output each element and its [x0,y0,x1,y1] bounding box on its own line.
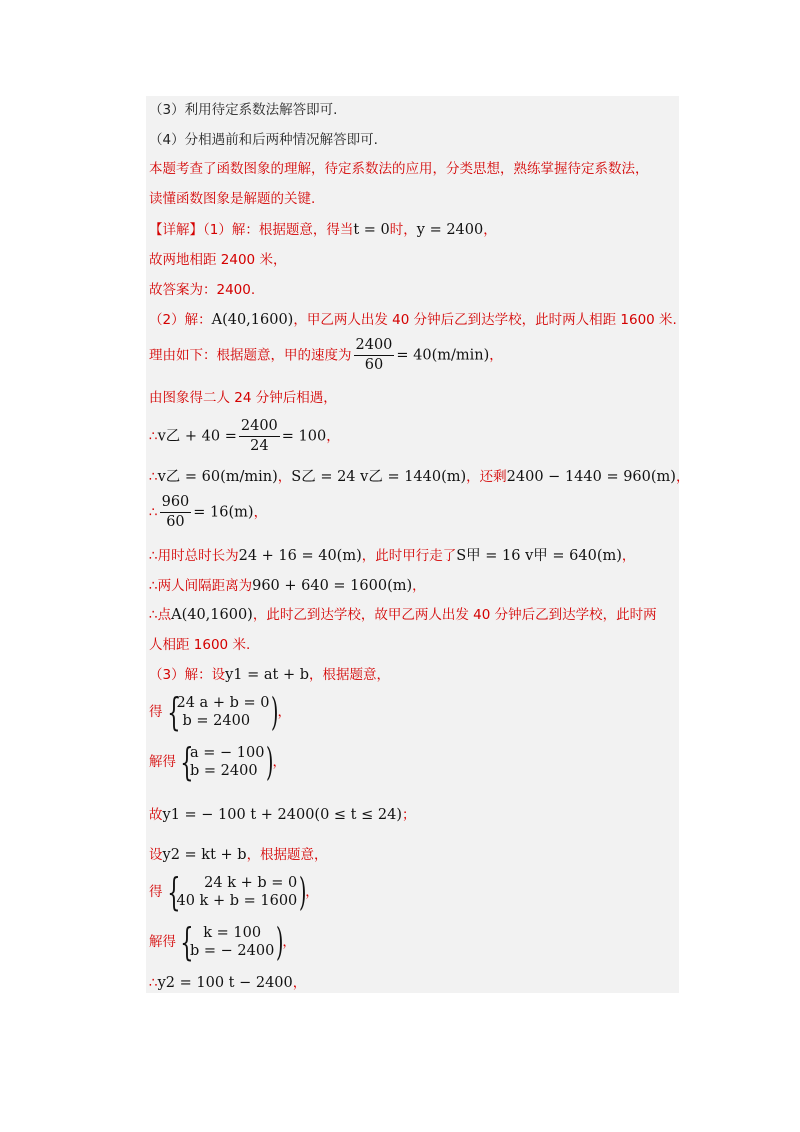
fraction-2400-60: $\frac{2400}{60}$ [355,337,393,373]
therefore-line-3: ∴ $\frac{960}{60}$ = 16(m)， [149,494,268,530]
y1-result: 故y1 = − 100 t + 2400(0 ≤ t ≤ 24)； [149,807,416,823]
summary-line-2: 读懂函数图象是解题的关键. [149,191,316,207]
math-y2400: y = 2400 [416,222,484,238]
distance-line: 故两地相距 2400 米， [149,252,287,268]
therefore-line-5: ∴两人间隔距离为960 + 640 = 1600(m)， [149,578,426,594]
meet-line: 由图象得二人 24 分钟后相遇， [149,390,337,406]
part-2-line: （2）解：A(40,1600)，甲乙两人出发 40 分钟后乙到达学校，此时两人相距 1600 米. [149,312,677,328]
fraction-960-60: $\frac{960}{60}$ [161,494,190,530]
system-1: 得 { 24 a + b = 0 b = 2400 ) ， [149,690,291,734]
math-point-a: A(40,1600) [211,312,294,328]
detail-line-1: 【详解】（1）解：根据题意，得当t = 0时，y = 2400， [149,222,497,238]
system-2: 解得 { a = − 100 b = 2400 ) ， [149,740,286,784]
answer-line: 故答案为：2400. [149,282,256,298]
y2-result: ∴y2 = 100 t − 2400， [149,975,307,991]
therefore-line-6b: 人相距 1600 米. [149,637,251,653]
therefore-line-6: ∴点A(40,1600)，此时乙到达学校，故甲乙两人出发 40 分钟后乙到达学校，此时两 [149,607,657,623]
system-4: 解得 { k = 100 b = − 2400 ) ， [149,920,296,964]
therefore-line-2: ∴v乙 = 60(m/min)，S乙 = 24 v乙 = 1440(m)，还剩2400 − 1440 = 960(m)， [149,469,690,485]
step-3-hint: （3）利用待定系数法解答即可. [149,102,338,118]
system-3: 得 { 24 k + b = 0 40 k + b = 1600 ) ， [149,870,319,914]
detail-tag: 【详解】 [149,222,203,238]
summary-line-1: 本题考查了函数图象的理解，待定系数法的应用，分类思想，熟练掌握待定系数法， [149,161,649,177]
part-3-line: （3）解：设y1 = at + b，根据题意， [149,667,390,683]
therefore-line-4: ∴用时总时长为24 + 16 = 40(m)，此时甲行走了S甲 = 16 v甲 = 640(m)， [149,548,636,564]
math-t0: t = 0 [353,222,390,238]
y2-setup: 设y2 = kt + b，根据题意， [149,847,328,863]
fraction-2400-24: $\frac{2400}{24}$ [240,418,278,454]
speed-line: 理由如下：根据题意，甲的速度为 $\frac{2400}{60}$ = 40(m/min)， [149,337,503,373]
step-4-hint: （4）分相遇前和后两种情况解答即可. [149,132,378,148]
therefore-line-1: ∴v乙 + 40 = $\frac{2400}{24}$ = 100， [149,418,340,454]
